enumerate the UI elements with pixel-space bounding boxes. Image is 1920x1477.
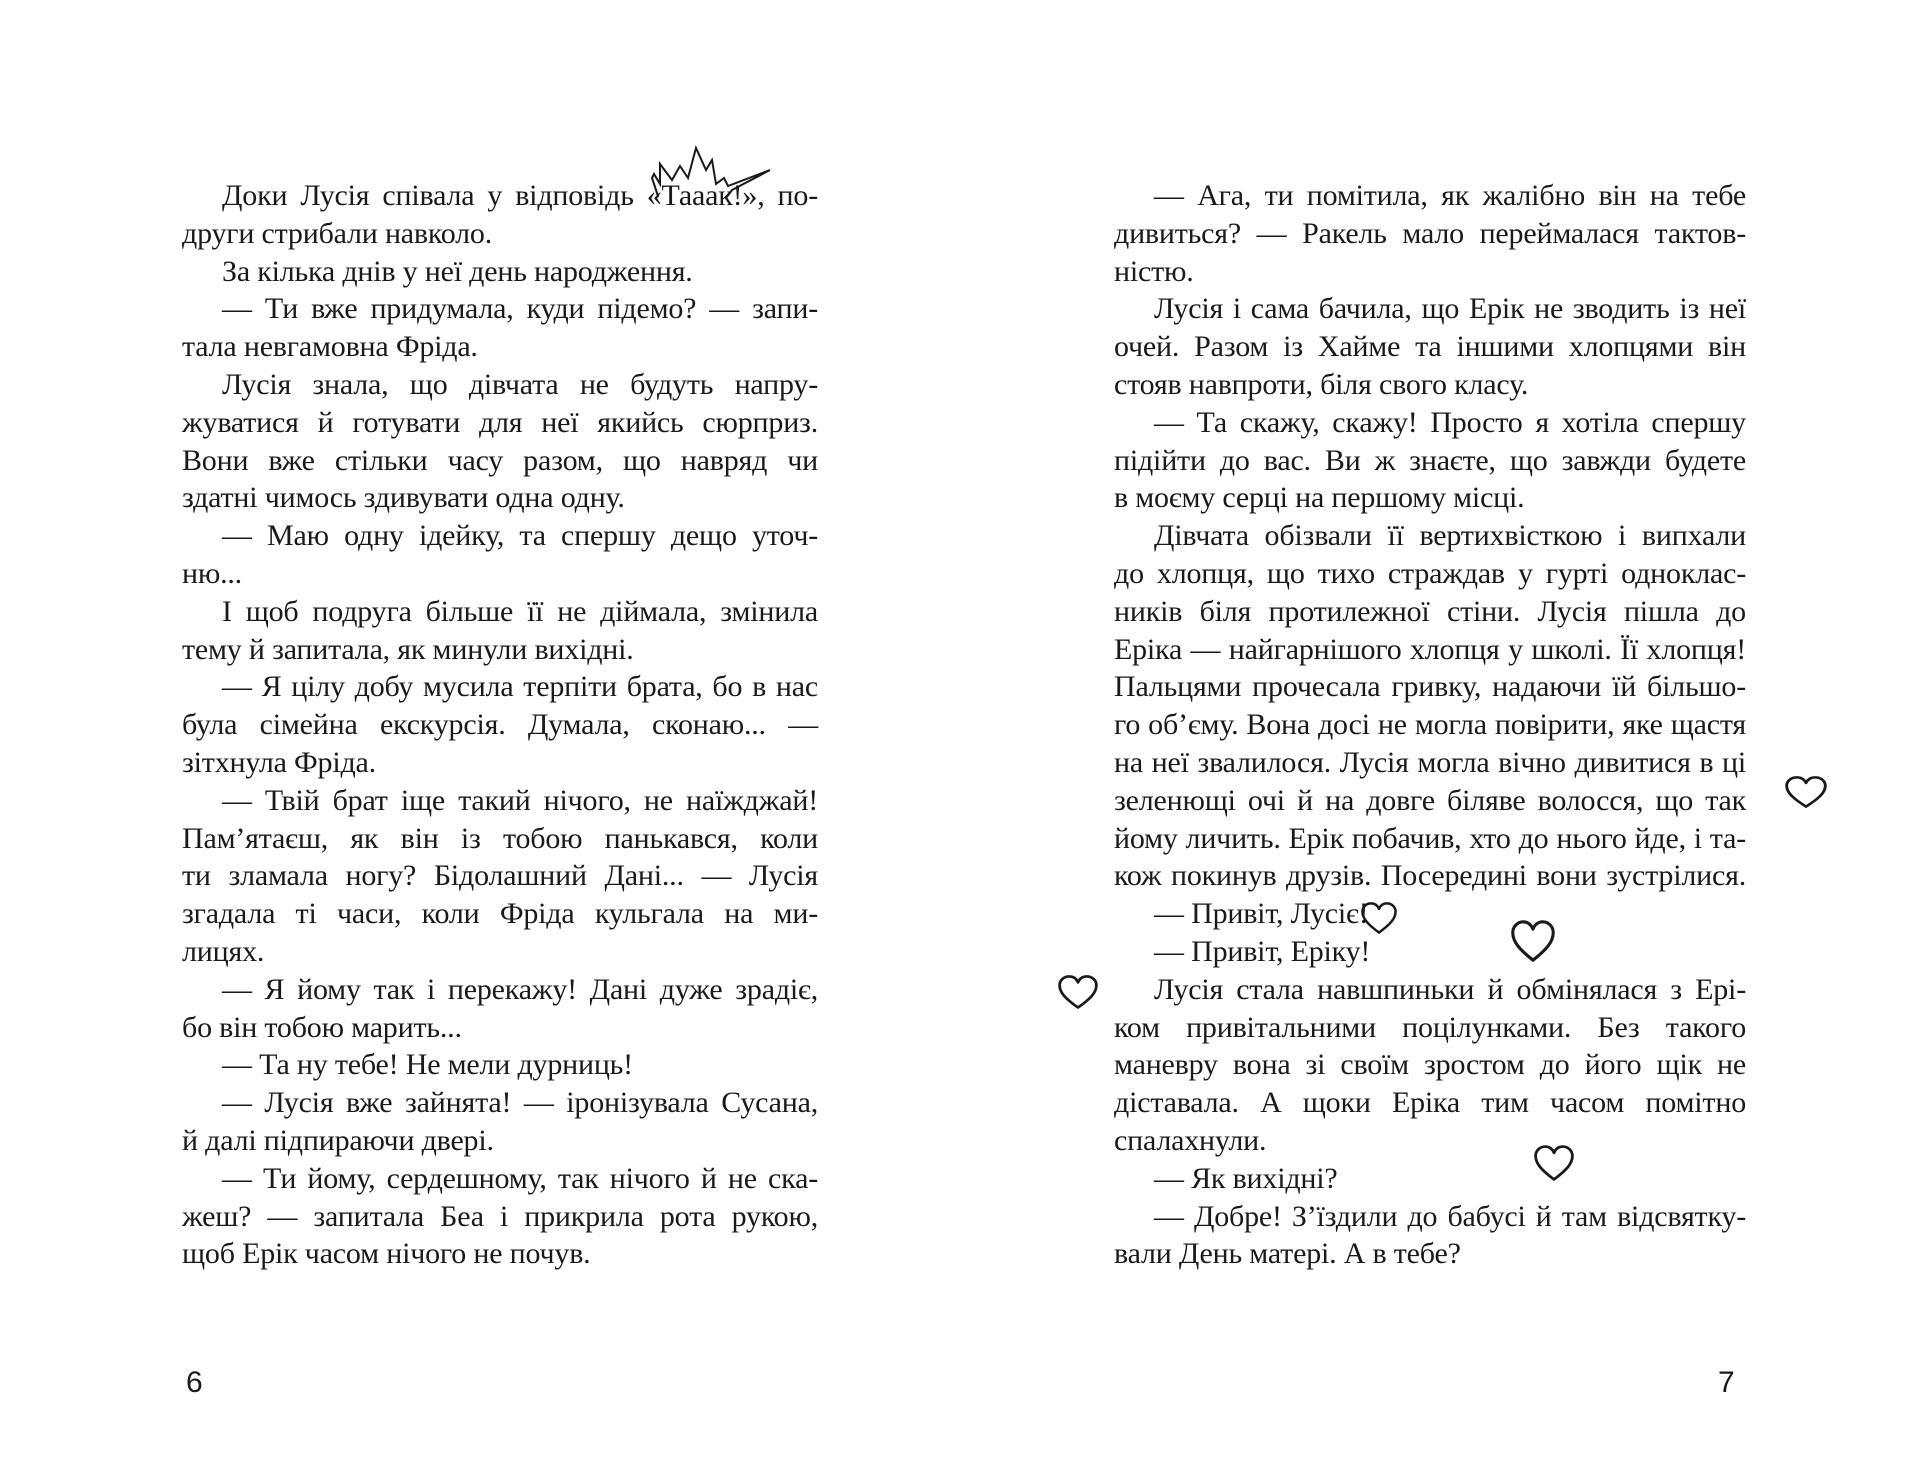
text-line: — Та ну тебе! Не мели дурниць! <box>222 1048 633 1082</box>
text-line: ністю. <box>1114 254 1194 288</box>
text-line: ників біля протилежної стіни. Лусія пішла до <box>1114 594 1746 628</box>
text-line: — Як вихідні? <box>1154 1161 1338 1195</box>
text-line: — Привіт, Еріку! <box>1154 934 1371 968</box>
text-line: маневру вона зі своїм зростом до його щік не <box>1114 1048 1746 1082</box>
text-line: го об’єму. Вона досі не могла повірити, яке щастя <box>1114 708 1746 742</box>
text-line: здатні чимось здивувати одна одну. <box>182 481 625 515</box>
text-line: очей. Разом із Хайме та іншими хлопцями він <box>1114 330 1746 364</box>
heart-outline-icon <box>1511 920 1555 962</box>
text-line: спалахнули. <box>1114 1123 1267 1157</box>
text-line: Еріка — найгарнішого хлопця у школі. Її хлопця! <box>1114 632 1746 666</box>
text-line: Лусія стала навшпиньки й обмінялася з Ері- <box>1154 972 1746 1006</box>
right-page-text <box>1114 177 1746 1273</box>
text-line: дивиться? — Ракель мало переймалася тактов- <box>1114 216 1746 250</box>
text-line: лицях. <box>182 934 265 968</box>
text-line: — Твій брат іще такий нічого, не наїжджай! <box>222 783 818 817</box>
text-line: — Я йому так і перекажу! Дані дуже зрадіє, <box>222 972 818 1006</box>
text-line: Дівчата обізвали її вертихвісткою і випхали <box>1154 519 1746 553</box>
text-line: ти зламала ногу? Бідолашний Дані... — Лусія <box>182 859 818 893</box>
text-line: згадала ті часи, коли Фріда кульгала на ми- <box>182 897 818 931</box>
text-line: до хлопця, що тихо страждав у гурті однoклас- <box>1114 556 1746 590</box>
text-line: Лусія знала, що дівчата не будуть напру- <box>222 367 818 401</box>
text-line: йому личить. Ерік побачив, хто до нього йде, і та- <box>1114 821 1746 855</box>
page-number-left: 6 <box>186 1366 203 1399</box>
text-line: — Ти йому, сердешному, так нічого й не ска- <box>222 1161 818 1195</box>
heart-outline-icon <box>1361 902 1397 934</box>
heart-outline-icon <box>1785 776 1827 808</box>
text-line: тала невгамовна Фріда. <box>182 330 478 364</box>
left-page-text <box>182 177 818 1273</box>
text-line: Доки Лусія співала у відповідь «Тааак!», по- <box>222 179 818 212</box>
text-line: зітхнула Фріда. <box>182 745 376 779</box>
text-line: — Лусія вже зайнята! — іронізувала Сусана, <box>222 1086 818 1120</box>
text-line: Пам’ятаєш, як він із тобою панькався, коли <box>182 821 818 855</box>
text-line: щоб Ерік часом нічого не почув. <box>182 1237 591 1271</box>
text-line: жуватися й готувати для неї якийсь сюрприз. <box>182 405 818 439</box>
text-line: кож покинув друзів. Посередині вони зустрілися. <box>1114 859 1746 893</box>
text-line: жеш? — запитала Беа і прикрила рота рукою, <box>182 1199 818 1233</box>
text-line: на неї звалилося. Лусія могла вічно дивитися в ці <box>1114 745 1746 779</box>
right-page <box>960 0 1920 1477</box>
text-line: ню... <box>182 556 242 590</box>
text-line: вали День матері. А в тебе? <box>1114 1237 1461 1271</box>
text-line: — Ти вже придумала, куди підемо? — запи- <box>222 292 818 326</box>
heart-outline-icon <box>1534 1145 1574 1181</box>
text-line: — Привіт, Лусіє! <box>1154 897 1369 931</box>
text-line: — Маю одну ідейку, та спершу дещо уточ- <box>222 519 818 553</box>
text-line: — Ага, ти помітила, як жалібно він на тебе <box>1154 179 1746 212</box>
text-line: — Я цілу добу мусила терпіти брата, бо в нас <box>222 670 818 704</box>
text-line: Лусія і сама бачила, що Ерік не зводить із неї <box>1154 292 1746 326</box>
text-line: Пальцями прочесала гривку, надаючи їй більшо- <box>1114 670 1746 704</box>
text-line: діставала. А щоки Еріка тим часом помітно <box>1114 1086 1746 1120</box>
heart-outline-icon <box>1058 975 1098 1009</box>
text-line: За кілька днів у неї день народження. <box>222 254 693 288</box>
text-line: други стрибали навколо. <box>182 216 493 250</box>
text-line: ком привітальними поцілунками. Без такого <box>1114 1010 1746 1044</box>
text-line: зеленющі очі й на довге біляве волосся, що так <box>1114 783 1746 817</box>
page-number-right: 7 <box>1718 1366 1735 1399</box>
text-line: бо він тобою марить... <box>182 1010 462 1044</box>
text-line: — Та скажу, скажу! Просто я хотіла спершу <box>1154 405 1746 439</box>
text-line: тему й запитала, як минули вихідні. <box>182 632 634 666</box>
text-line: була сімейна екскурсія. Думала, сконаю... — <box>182 708 818 742</box>
text-line: Вони вже стільки часу разом, що навряд чи <box>182 443 818 477</box>
text-line: — Добре! З’їздили до бабусі й там відсвятку- <box>1154 1199 1746 1233</box>
text-line: стояв навпроти, біля свого класу. <box>1114 367 1529 401</box>
text-line: підійти до вас. Ви ж знаєте, що завжди будете <box>1114 443 1746 477</box>
text-line: в моєму серці на першому місці. <box>1114 481 1525 515</box>
crown-scribble-icon <box>648 138 778 198</box>
text-line: І щоб подруга більше її не діймала, змінила <box>222 594 818 628</box>
text-line: й далі підпираючи двері. <box>182 1123 494 1157</box>
